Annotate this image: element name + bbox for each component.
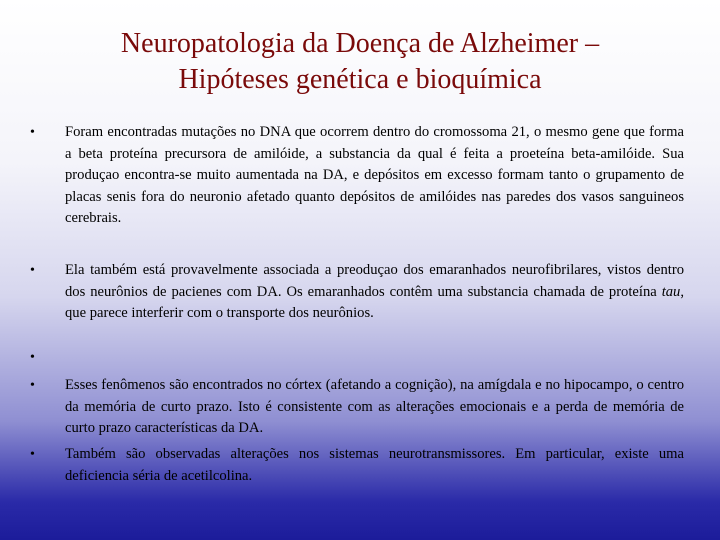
bullet-text-5: Também são observadas alterações nos sistemas neurotransmissores. Em particular, existe uma deficiencia séria de acetilcolina. xyxy=(65,446,684,484)
bullet-marker: • xyxy=(30,447,35,462)
bullet-item-3-empty xyxy=(30,347,686,375)
bullet-text-2-end: , que parece interferir com o transporte dos neurônios. xyxy=(65,283,684,322)
bullet-text-4: Esses fenômenos são encontrados no córtex (afetando a cognição), na amígdala e no hipocampo, o centro da memória de curto prazo. Isto é consistente com as alterações emocionais e a perda de memória de curto prazo características da DA. xyxy=(65,377,684,437)
bullet-text-2-italic: tau xyxy=(661,283,681,300)
bullet-item-2 xyxy=(30,260,686,347)
bullet-item-4 xyxy=(30,375,686,444)
bullet-text-1: Foram encontradas mutações no DNA que ocorrem dentro do cromossoma 21, o mesmo gene que forma a beta proteína precursora de amilóide, a substancia da qual é feita a proeteína beta-amilóide. Sua produçao encontra-se muito aumentada na DA, e depósitos em excesso formam tanto o grupamento de placas senis fora do neuronio afetado quanto depósitos de amilóides nas paredes dos vasos sanguineos cerebrais. xyxy=(65,124,684,227)
bullet-marker: • xyxy=(30,263,35,278)
slide-title xyxy=(0,26,720,98)
bullet-list xyxy=(30,122,686,487)
bullet-item-5 xyxy=(30,444,686,487)
bullet-text-2 xyxy=(65,260,684,325)
bullet-marker: • xyxy=(30,125,35,140)
bullet-marker: • xyxy=(30,350,35,365)
title-line-1: Neuropatologia da Doença de Alzheimer – xyxy=(120,28,600,59)
bullet-item-1 xyxy=(30,122,686,260)
bullet-text-2-start: Ela também está provavelmente associada a preoduçao dos emaranhados neurofibrilares, vistos dentro dos neurônios de pacienes com DA. Os emaranhados contêm uma substancia chamada de proteína xyxy=(65,262,684,300)
title-line-2: Hipóteses genética e bioquímica xyxy=(178,64,542,95)
bullet-marker: • xyxy=(30,378,35,393)
